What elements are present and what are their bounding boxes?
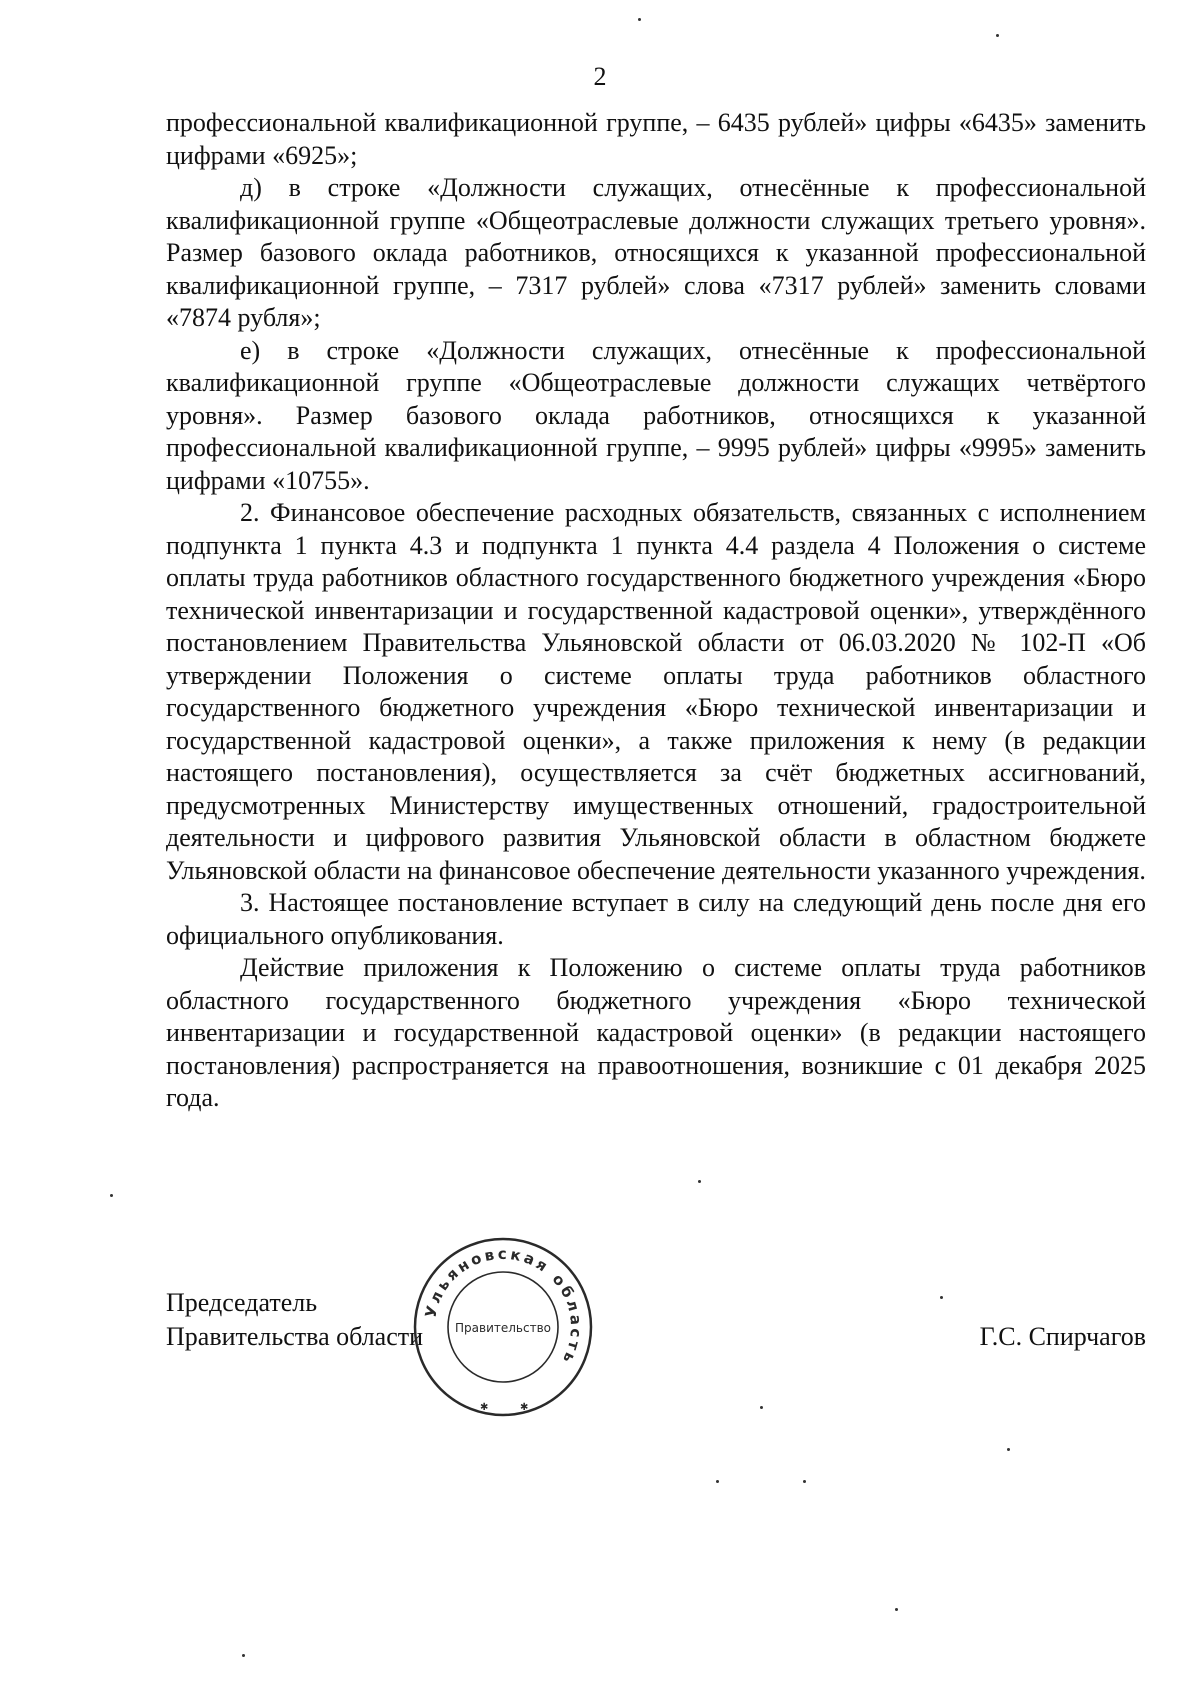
paragraph-section-3: 3. Настоящее постановление вступает в силу на следующий день после дня его официального опубликования. xyxy=(166,888,1146,950)
scan-speck xyxy=(760,1406,763,1409)
seal-star-icon: ✱ xyxy=(520,1402,529,1413)
scan-speck xyxy=(940,1296,943,1299)
paragraph-item-d: д) в строке «Должности служащих, отнесённые к профессиональной квалификационной группе «Общеотраслевые должности служащих третьего уровня». Размер базового оклада работников, относящихся к указанной профессиональной квалификационной группе, – 7317 рублей» слова «7317 рублей» заменить словами «7874 рубля»; xyxy=(166,173,1146,332)
paragraph-item-e: е) в строке «Должности служащих, отнесённые к профессиональной квалификационной группе «Общеотраслевые должности служащих четвёртого уровня». Размер базового оклада работников, относящихся к указанной профессиональной квалификационной группе, – 9995 рублей» цифры «9995» заменить цифрами «10755». xyxy=(166,335,1146,495)
document-body xyxy=(166,107,1146,1115)
scan-speck xyxy=(638,18,641,21)
scan-speck xyxy=(698,1180,701,1183)
scan-speck xyxy=(895,1608,898,1611)
paragraph-effective-date: Действие приложения к Положению о системе оплаты труда работников областного государственного бюджетного учреждения «Бюро технической инвентаризации и государственной кадастровой оценки» (в редакции настоящего постановления) распространяется на правоотношения, возникшие с 01 декабря 2025 года. xyxy=(166,953,1146,1112)
seal-star-icon: ✱ xyxy=(480,1402,489,1413)
signatory-title-line1: Председатель xyxy=(166,1288,318,1317)
seal-center-text: Правительство xyxy=(455,1321,551,1335)
signatory-name: Г.С. Спирчагов xyxy=(979,1322,1146,1351)
scan-speck xyxy=(242,1654,245,1657)
official-seal xyxy=(408,1232,598,1422)
scan-speck xyxy=(996,34,999,37)
scan-speck xyxy=(1007,1448,1010,1451)
signature-block xyxy=(166,1286,1146,1366)
paragraph-section-2: 2. Финансовое обеспечение расходных обязательств, связанных с исполнением подпункта 1 пункта 4.3 и подпункта 1 пункта 4.4 раздела 4 Положения о системе оплаты труда работников областного государственного бюджетного учреждения «Бюро технической инвентаризации и государственной кадастровой оценки», утверждённого постановлением Правительства Ульяновской области от 06.03.2020 № 102-П «Об утверждении Положения о системе оплаты труда работников областного государственного бюджетного учреждения «Бюро технической инвентаризации и государственной кадастровой оценки», а также приложения к нему (в редакции настоящего постановления), осуществляется за счёт бюджетных ассигнований, предусмотренных Министерству имущественных отношений, градостроительной деятельности и цифрового развития Ульяновской области в областном бюджете Ульяновской области на финансовое обеспечение деятельности указанного учреждения. xyxy=(166,498,1146,885)
scan-speck xyxy=(803,1480,806,1483)
page-number: 2 xyxy=(593,62,607,91)
seal-ring-text: Ульяновская область xyxy=(421,1244,586,1369)
scan-speck xyxy=(110,1194,113,1197)
paragraph-continuation: профессиональной квалификационной группе, – 6435 рублей» цифры «6435» заменить цифрами «6925»; xyxy=(166,108,1146,170)
scan-speck xyxy=(716,1480,719,1483)
signatory-title-line2: Правительства области xyxy=(166,1322,424,1351)
signatory-title xyxy=(166,1286,423,1354)
